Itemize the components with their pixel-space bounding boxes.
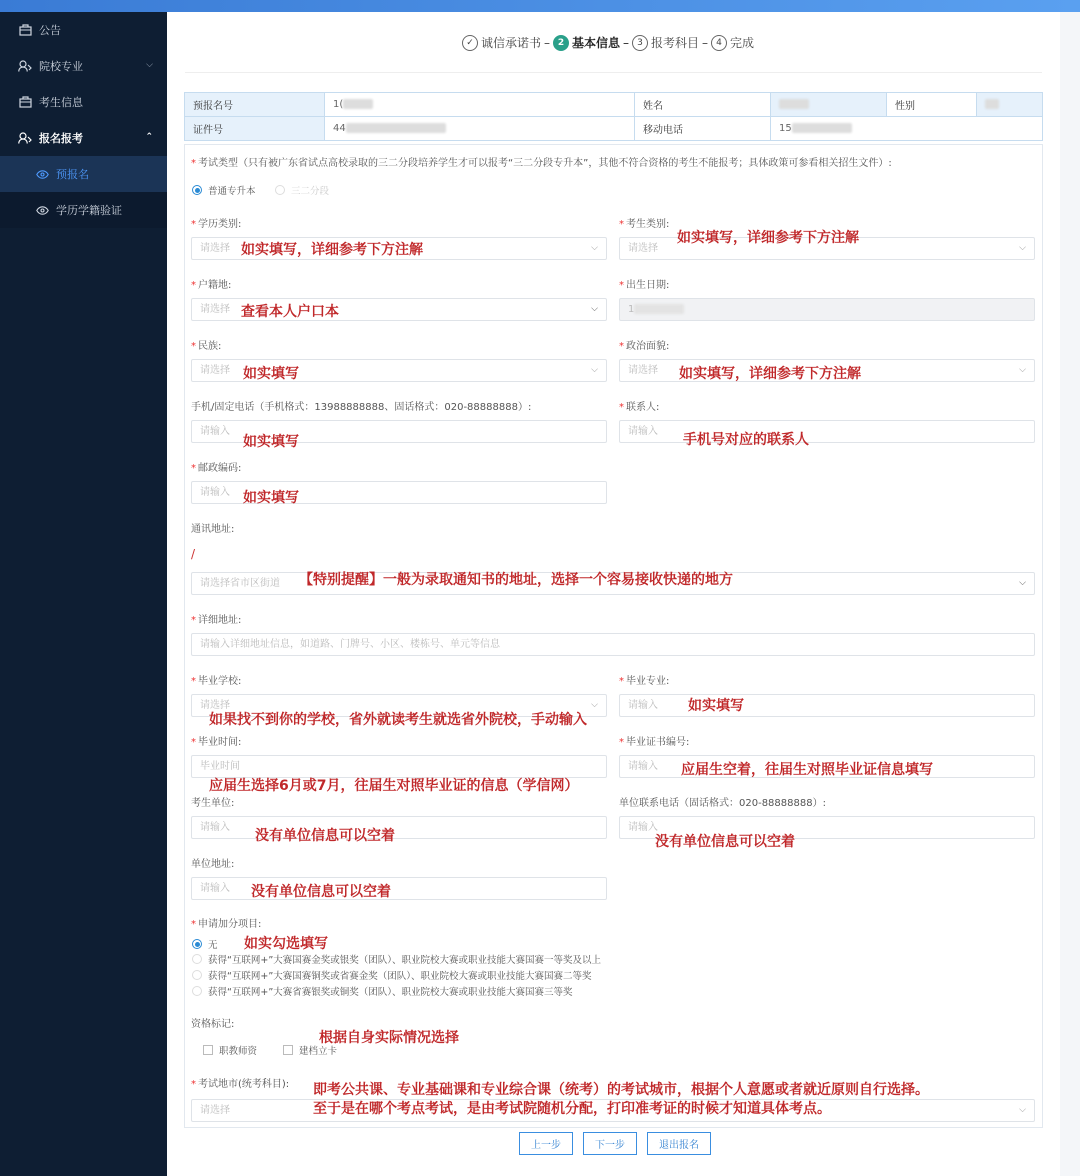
exam-type-radio-regular[interactable]: 普通专升本 — [192, 183, 256, 197]
basic-info-form — [184, 144, 1043, 1128]
reg-no-label: 预报名号 — [185, 93, 325, 117]
step-2: 2 基本信息 – — [553, 34, 632, 51]
note-unit-addr: 没有单位信息可以空着 — [251, 884, 391, 900]
exam-type-radio-32[interactable]: 三二分段 — [275, 183, 329, 197]
major-label: * 毕业专业: — [619, 676, 670, 687]
sidebar-item-notice[interactable] — [0, 12, 167, 48]
note-contact: 手机号对应的联系人 — [683, 432, 809, 448]
note-cert: 应届生空着，往届生对照毕业证信息填写 — [681, 762, 933, 778]
sidebar-item-profile[interactable] — [0, 84, 167, 120]
qual-check-poverty[interactable]: 建档立卡 — [283, 1043, 337, 1057]
nation-label: * 民族: — [191, 341, 222, 352]
qual-check-teacher[interactable]: 职教师资 — [203, 1043, 257, 1057]
post-label: * 邮政编码: — [191, 463, 242, 474]
addr-select[interactable]: 请选择省市区街道 ⌵ — [191, 572, 1035, 595]
unit-addr-label: 单位地址: — [191, 859, 235, 870]
note-huji: 查看本人户口本 — [241, 304, 339, 320]
contact-input[interactable]: 请输入 — [619, 420, 1035, 443]
sidebar — [0, 12, 167, 1176]
step-label: 诚信承诺书 — [481, 36, 542, 50]
cand-type-select[interactable]: 请选择 ⌵ — [619, 237, 1035, 260]
addr-slash: / — [191, 547, 196, 561]
sidebar-subitem-verify[interactable] — [0, 192, 167, 228]
gender-value — [977, 93, 1043, 117]
sidebar-subitem-label: 学历学籍验证 — [56, 204, 122, 217]
note-city-1: 即考公共课、专业基础课和专业综合课（统考）的考试城市，根据个人意愿或者就近原则自行选择。 — [313, 1082, 929, 1098]
edu-type-select[interactable]: 请选择 ⌵ — [191, 237, 607, 260]
sidebar-item-label: 报名报考 — [39, 132, 83, 145]
radio-checked-icon — [192, 939, 202, 949]
bonus-label: * 申请加分项目: — [191, 919, 262, 930]
huji-label: * 户籍地: — [191, 280, 232, 291]
note-gradtime: 应届生选择6月或7月，往届生对照毕业证的信息（学信网） — [209, 778, 579, 794]
step-3: 3 报考科目 – — [632, 34, 711, 51]
edu-type-label: * 学历类别: — [191, 219, 242, 230]
divider — [185, 72, 1042, 73]
unit-input[interactable]: 请输入 — [191, 816, 607, 839]
chevron-down-icon: ⌵ — [1019, 1105, 1026, 1115]
note-unit: 没有单位信息可以空着 — [255, 828, 395, 844]
detail-addr-label: * 详细地址: — [191, 615, 242, 626]
cert-input[interactable]: 请输入 — [619, 755, 1035, 778]
gender-label: 性别 — [887, 93, 977, 117]
unit-label: 考生单位: — [191, 798, 235, 809]
exit-button[interactable]: 退出报名 — [647, 1132, 711, 1155]
step-number: 3 — [632, 35, 648, 51]
note-city-2: 至于是在哪个考点考试，是由考试院随机分配，打印准考证的时候才知道具体考点。 — [313, 1101, 831, 1117]
chevron-down-icon: ⌵ — [1019, 365, 1026, 375]
chevron-down-icon: ⌵ — [591, 304, 598, 314]
politic-label: * 政治面貌: — [619, 341, 670, 352]
chevron-down-icon: ⌵ — [591, 365, 598, 375]
birth-label: * 出生日期: — [619, 280, 670, 291]
bonus-radio-2[interactable]: 获得“互联网+”大赛国赛铜奖或省赛金奖（团队）、职业院校大赛或职业技能大赛国赛二等奖 — [192, 968, 592, 982]
eye-icon — [36, 206, 49, 215]
bonus-radio-1[interactable]: 获得“互联网+”大赛国赛金奖或银奖（团队）、职业院校大赛或职业技能大赛国赛一等奖及以上 — [192, 952, 601, 966]
major-input[interactable]: 请输入 — [619, 694, 1035, 717]
detail-addr-input[interactable]: 请输入详细地址信息，如道路、门牌号、小区、楼栋号、单元等信息 — [191, 633, 1035, 656]
main-area — [167, 12, 1080, 1176]
note-politic: 如实填写，详细参考下方注解 — [679, 366, 861, 382]
step-label: 报考科目 — [651, 36, 700, 50]
exam-type-label: * 考试类型（只有被广东省试点高校录取的三二分段培养学生才可以报考“三二分段专升本”，其他不符合资格的考生不能报考；具体政策可参看相关招生文件）: — [191, 158, 892, 169]
unit-addr-input[interactable]: 请输入 — [191, 877, 607, 900]
sidebar-submenu — [0, 156, 167, 228]
note-phone: 如实填写 — [243, 434, 299, 450]
chevron-down-icon: ⌵ — [591, 700, 598, 710]
gradtime-label: * 毕业时间: — [191, 737, 242, 748]
note-post: 如实填写 — [243, 490, 299, 506]
sidebar-item-label: 院校专业 — [39, 60, 83, 73]
note-cand: 如实填写，详细参考下方注解 — [677, 230, 859, 246]
check-icon: ✓ — [462, 35, 478, 51]
unit-phone-label: 单位联系电话（固话格式：020-88888888）: — [619, 798, 826, 809]
radio-checked-icon — [192, 185, 202, 195]
phone-label: 手机/固定电话（手机格式：13988888888、固话格式：020-88888888）: — [191, 402, 532, 413]
phone-value: 15 — [771, 117, 1043, 141]
note-school: 如果找不到你的学校，省外就读考生就选省外院校，手动输入 — [209, 712, 587, 728]
candidate-info-table — [184, 92, 1043, 141]
addr-label: 通讯地址: — [191, 524, 235, 535]
radio-icon — [192, 954, 202, 964]
reg-no-value: 1( — [325, 93, 635, 117]
chevron-down-icon: ⌵ — [1019, 578, 1026, 588]
post-input[interactable]: 请输入 — [191, 481, 607, 504]
sidebar-subitem-prereg[interactable] — [0, 156, 167, 192]
note-edu: 如实填写，详细参考下方注解 — [241, 242, 423, 258]
checkbox-icon — [203, 1045, 213, 1055]
prev-button[interactable]: 上一步 — [519, 1132, 573, 1155]
cert-label: * 毕业证书编号: — [619, 737, 690, 748]
note-nation: 如实填写 — [243, 366, 299, 382]
step-1: ✓ 诚信承诺书 – — [462, 34, 553, 51]
name-value — [771, 93, 887, 117]
sidebar-item-register[interactable] — [0, 120, 167, 156]
chevron-down-icon: ⌵ — [591, 243, 598, 253]
step-indicator — [462, 34, 754, 51]
chevron-down-icon: ⌵ — [1019, 243, 1026, 253]
qual-label: 资格标记: — [191, 1019, 235, 1030]
city-label: * 考试地市(统考科目): — [191, 1079, 290, 1090]
bonus-radio-none[interactable]: 无 — [192, 937, 218, 951]
sidebar-item-school[interactable] — [0, 48, 167, 84]
step-number: 4 — [711, 35, 727, 51]
checkbox-icon — [283, 1045, 293, 1055]
next-button[interactable]: 下一步 — [583, 1132, 637, 1155]
school-icon — [18, 59, 32, 73]
school-select[interactable]: 请选择 ⌵ — [191, 694, 607, 717]
radio-icon — [192, 970, 202, 980]
notice-icon — [18, 23, 32, 37]
name-label: 姓名 — [635, 93, 771, 117]
step-label: 完成 — [730, 36, 755, 50]
unit-phone-input[interactable]: 请输入 — [619, 816, 1035, 839]
form-buttons — [519, 1132, 711, 1155]
id-label: 证件号 — [185, 117, 325, 141]
cand-type-label: * 考生类别: — [619, 219, 670, 230]
huji-select[interactable]: 请选择 ⌵ — [191, 298, 607, 321]
chevron-up-icon: ⌃ — [145, 132, 153, 142]
step-4 — [711, 34, 754, 51]
profile-icon — [18, 95, 32, 109]
step-label: 基本信息 — [572, 36, 621, 50]
nation-select[interactable]: 请选择 ⌵ — [191, 359, 607, 382]
sidebar-subitem-label: 预报名 — [56, 168, 89, 181]
step-number: 2 — [553, 35, 569, 51]
note-major: 如实填写 — [688, 698, 744, 714]
form-card — [167, 12, 1060, 1176]
note-addr: 【特别提醒】一般为录取通知书的地址，选择一个容易接收快递的地方 — [299, 572, 733, 588]
note-qual: 根据自身实际情况选择 — [319, 1030, 459, 1046]
sidebar-item-label: 考生信息 — [39, 96, 83, 109]
phone-label: 移动电话 — [635, 117, 771, 141]
sidebar-item-label: 公告 — [39, 24, 61, 37]
top-bar — [0, 0, 1080, 12]
bonus-radio-3[interactable]: 获得“互联网+”大赛省赛银奖或铜奖（团队）、职业院校大赛或职业技能大赛国赛三等奖 — [192, 984, 573, 998]
note-unit-phone: 没有单位信息可以空着 — [655, 834, 795, 850]
chevron-down-icon: ⌵ — [146, 60, 153, 70]
note-bonus: 如实勾选填写 — [244, 936, 328, 952]
exam-city-select[interactable]: 请选择 ⌵ — [191, 1099, 1035, 1122]
politic-select[interactable]: 请选择 ⌵ — [619, 359, 1035, 382]
contact-label: * 联系人: — [619, 402, 660, 413]
id-value: 44 — [325, 117, 635, 141]
radio-icon — [275, 185, 285, 195]
birth-date-field: 1 — [619, 298, 1035, 321]
school-label: * 毕业学校: — [191, 676, 242, 687]
phone-input[interactable]: 请输入 — [191, 420, 607, 443]
register-icon — [18, 131, 32, 145]
gradtime-picker[interactable]: 毕业时间 — [191, 755, 607, 778]
radio-icon — [192, 986, 202, 996]
eye-icon — [36, 170, 49, 179]
